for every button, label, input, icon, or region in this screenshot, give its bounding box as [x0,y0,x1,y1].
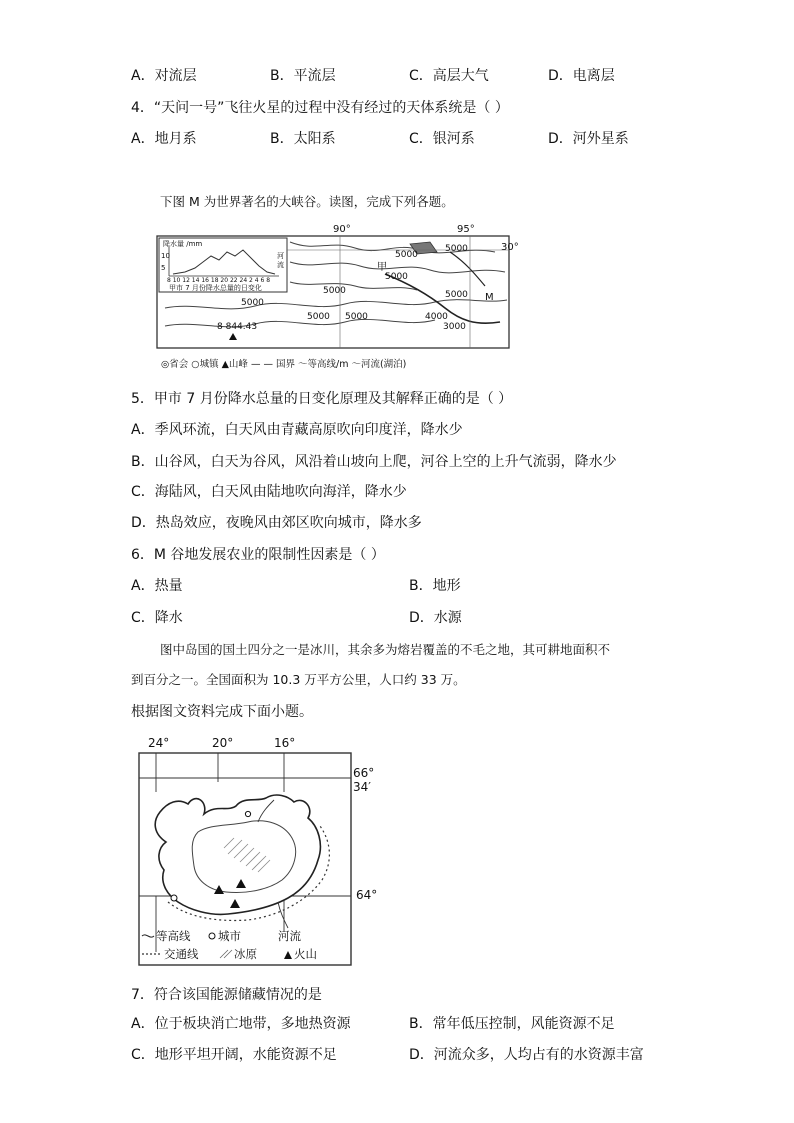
intro-island-line3: 根据图文资料完成下面小题。 [131,704,313,720]
map1-contour-label: 5000 [241,298,264,308]
q6-stem: 6．M 谷地发展农业的限制性因素是（ ） [131,547,385,563]
legend-volcano-label: 火山 [294,947,317,961]
q4-option-a: A．地月系 [131,131,197,147]
map1-contour-label: 5000 [345,312,368,322]
map1-contour-label: 5000 [323,286,346,296]
inset-ylabel: 降水量 /mm [163,240,203,248]
map1-lon-label: 90° [333,224,351,235]
q6-option-c: C．降水 [131,610,183,626]
map1-contour-label: 5000 [307,312,330,322]
map1-contour-label: 5000 [395,250,418,260]
q5-option-a: A．季风环流，白天风由青藏高原吹向印度洋，降水少 [131,422,463,438]
map1-contour-label: 4000 [425,312,448,322]
map2-lon-label: 20° [212,736,234,750]
map2-lon-label: 16° [274,736,296,750]
q7-option-d: D．河流众多，人均占有的水资源丰富 [409,1047,644,1063]
q4-stem: 4．“天问一号”飞往火星的过程中没有经过的天体系统是（ ） [131,100,509,116]
map1-contour-label: 5000 [445,290,468,300]
legend-contour-label: 等高线 [156,929,191,943]
legend-city-label: 城市 [218,929,241,943]
map1-contour-label: 3000 [443,322,466,332]
q3-option-c: C．高层大气 [409,68,489,84]
inset-xticks: 8 10 12 14 16 18 20 22 24 2 4 6 8 [167,277,271,284]
q4-option-c: C．银河系 [409,131,475,147]
q6-option-d: D．水源 [409,610,462,626]
q6-option-a: A．热量 [131,578,183,594]
q6-option-b: B．地形 [409,578,461,594]
map1-legend: ◎省会 ○城镇 ▲山峰 — — 国界 ～等高线/m ～河流(湖泊) [161,359,407,370]
intro-island-line2: 到百分之一。全国面积为 10.3 万平方公里，人口约 33 万。 [131,672,466,687]
q3-option-b: B．平流层 [270,68,336,84]
map1-contour-label: 5000 [385,272,408,282]
island-map [138,734,388,968]
map2-lat-label: 66° 34′ [353,766,375,794]
intro-island-line1: 图中岛国的国土四分之一是冰川，其余多为熔岩覆盖的不毛之地，其可耕地面积不 [160,642,611,657]
legend-glacier-label: 冰原 [234,947,257,961]
intro-canyon: 下图 M 为世界著名的大峡谷。读图，完成下列各题。 [160,194,454,209]
map1-lat-label: 30° [501,242,519,253]
inset-ytick: 10 [161,252,170,260]
q7-stem: 7．符合该国能源储藏情况的是 [131,987,322,1003]
q7-option-a: A．位于板块消亡地带，多地热资源 [131,1016,351,1032]
q5-option-d: D．热岛效应，夜晚风由郊区吹向城市，降水多 [131,515,422,531]
map1-mark-jia: 甲 [377,262,387,273]
canyon-map [155,222,523,372]
map2-lat-label: 64° [356,888,378,902]
q3-option-d: D．电离层 [548,68,615,84]
map2-lon-label: 24° [148,736,170,750]
q4-option-d: D．河外星系 [548,131,629,147]
q3-option-a: A．对流层 [131,68,197,84]
inset-ytick: 5 [161,264,166,272]
map1-lon-label: 95° [457,224,475,235]
map1-contour-label: 5000 [445,244,468,254]
inset-river-label: 河流 [277,252,284,269]
q5-option-c: C．海陆风，白天风由陆地吹向海洋，降水少 [131,484,407,500]
q7-option-b: B．常年低压控制，风能资源不足 [409,1016,615,1032]
inset-caption: 甲市 7 月份降水总量的日变化 [169,284,262,292]
map1-mark-m: M [485,292,494,303]
map1-peak-label: 8 844.43 [217,322,258,332]
q5-stem: 5．甲市 7 月份降水总量的日变化原理及其解释正确的是（ ） [131,391,513,407]
legend-traffic-label: 交通线 [164,947,199,961]
q4-option-b: B．太阳系 [270,131,336,147]
q5-option-b: B．山谷风，白天为谷风，风沿着山坡向上爬，河谷上空的上升气流弱，降水少 [131,454,617,470]
q7-option-c: C．地形平坦开阔，水能资源不足 [131,1047,337,1063]
legend-river-label: 河流 [278,929,301,943]
